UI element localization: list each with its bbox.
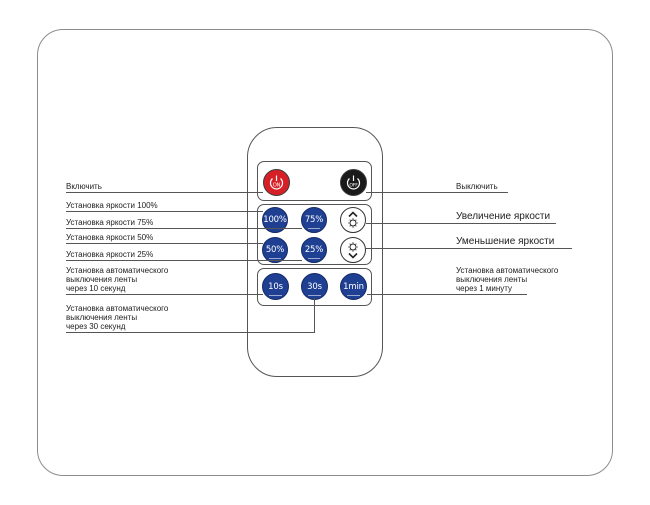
brightness-down-icon — [342, 239, 364, 261]
brightness-25-text: 25% — [304, 245, 324, 255]
brightness-75-button[interactable] — [301, 207, 327, 233]
leader-brightness-decrease — [366, 248, 572, 249]
label-timer-10s-line-2: выключения ленты — [66, 275, 138, 284]
label-timer-30s-line-2: выключения ленты — [66, 313, 138, 322]
timer-30s-button[interactable] — [301, 273, 328, 300]
power-icon — [342, 171, 365, 194]
brightness-down-button[interactable] — [340, 237, 366, 263]
power-on-button[interactable] — [263, 169, 290, 196]
label-power-on: Включить — [66, 182, 102, 191]
label-brightness-50: Установка яркости 50% — [66, 233, 154, 242]
label-timer-1min-line-1: Установка автоматического — [456, 266, 559, 275]
label-timer-30s-line-3: через 30 секунд — [66, 322, 126, 331]
label-timer-10s-line-3: через 10 секунд — [66, 284, 126, 293]
label-timer-1min-line-2: выключения ленты — [456, 275, 528, 284]
leader-brightness-100 — [66, 211, 263, 212]
timer-1min-button[interactable] — [340, 273, 367, 300]
brightness-25-button[interactable] — [301, 237, 327, 263]
brightness-100-text: 100% — [263, 215, 287, 225]
leader-power-off — [366, 192, 508, 193]
leader-brightness-75 — [66, 228, 302, 229]
leader-brightness-25 — [66, 260, 302, 261]
timer-30s-text: 30s — [307, 281, 322, 292]
brightness-75-text: 75% — [304, 215, 324, 225]
label-timer-10s-line-1: Установка автоматического — [66, 266, 169, 275]
leader-timer-30s-vertical — [314, 298, 315, 332]
power-off-text: OFF — [349, 183, 358, 189]
leader-timer-1min — [367, 294, 527, 295]
label-timer-30s-line-1: Установка автоматического — [66, 304, 169, 313]
brightness-100-button[interactable] — [262, 207, 288, 233]
brightness-50-text: 50% — [265, 245, 285, 255]
label-timer-1min-line-3: через 1 минуту — [456, 284, 513, 293]
power-off-button[interactable] — [340, 169, 367, 196]
label-brightness-75: Установка яркости 75% — [66, 218, 154, 227]
label-brightness-increase: Увеличение яркости — [456, 211, 551, 222]
leader-brightness-increase — [366, 223, 556, 224]
power-on-text: ON — [272, 182, 281, 189]
timer-10s-text: 10s — [268, 281, 283, 292]
label-brightness-25: Установка яркости 25% — [66, 250, 154, 259]
leader-timer-30s — [66, 332, 315, 333]
power-icon — [265, 171, 288, 194]
leader-brightness-50 — [66, 243, 263, 244]
brightness-up-icon — [342, 209, 364, 231]
label-power-off: Выключить — [456, 182, 498, 191]
timer-1min-text: 1min — [343, 281, 364, 292]
leader-timer-10s — [66, 294, 263, 295]
label-brightness-decrease: Уменьшение яркости — [456, 236, 555, 247]
leader-power-on — [66, 192, 263, 193]
label-brightness-100: Установка яркости 100% — [66, 201, 158, 210]
brightness-up-button[interactable] — [340, 207, 366, 233]
timer-10s-button[interactable] — [262, 273, 289, 300]
